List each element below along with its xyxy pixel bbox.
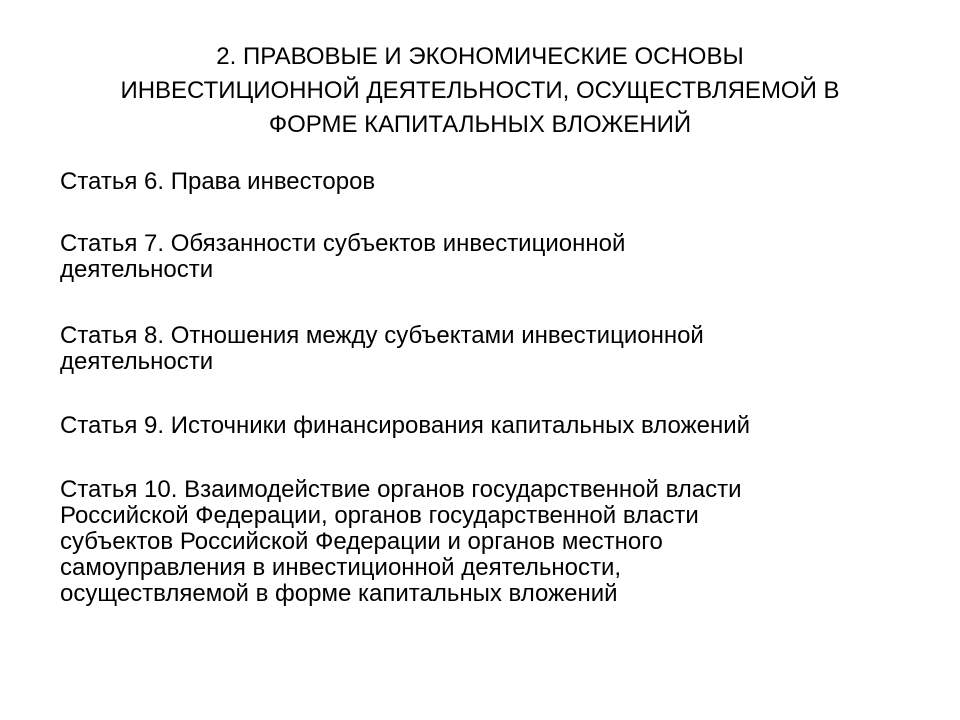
title-line: 2. ПРАВОВЫЕ И ЭКОНОМИЧЕСКИЕ ОСНОВЫ	[216, 43, 744, 70]
article-text: осуществляемой в форме капитальных вложений	[60, 580, 618, 607]
article-item-7	[60, 231, 920, 283]
article-item-6	[60, 169, 920, 195]
article-text: деятельности	[60, 348, 214, 375]
article-item-8	[60, 323, 920, 375]
article-text: Статья 6. Права инвесторов	[60, 168, 376, 195]
article-text: Статья 8. Отношения между субъектами инвестиционной	[60, 322, 704, 349]
slide-title	[60, 40, 900, 142]
article-text: субъектов Российской Федерации и органов местного	[60, 528, 663, 555]
article-text: Статья 10. Взаимодействие органов государственной власти	[60, 476, 742, 503]
article-text: деятельности	[60, 256, 214, 283]
article-item-10	[60, 477, 920, 607]
article-text: Российской Федерации, органов государственной власти	[60, 502, 699, 529]
article-text: самоуправления в инвестиционной деятельности,	[60, 554, 622, 581]
title-line: ИНВЕСТИЦИОННОЙ ДЕЯТЕЛЬНОСТИ, ОСУЩЕСТВЛЯЕМОЙ В	[120, 77, 840, 104]
article-text: Статья 9. Источники финансирования капитальных вложений	[60, 412, 751, 439]
article-text: Статья 7. Обязанности субъектов инвестиционной	[60, 230, 626, 257]
article-item-9	[60, 413, 920, 439]
article-list	[60, 169, 920, 647]
title-line: ФОРМЕ КАПИТАЛЬНЫХ ВЛОЖЕНИЙ	[268, 111, 692, 138]
